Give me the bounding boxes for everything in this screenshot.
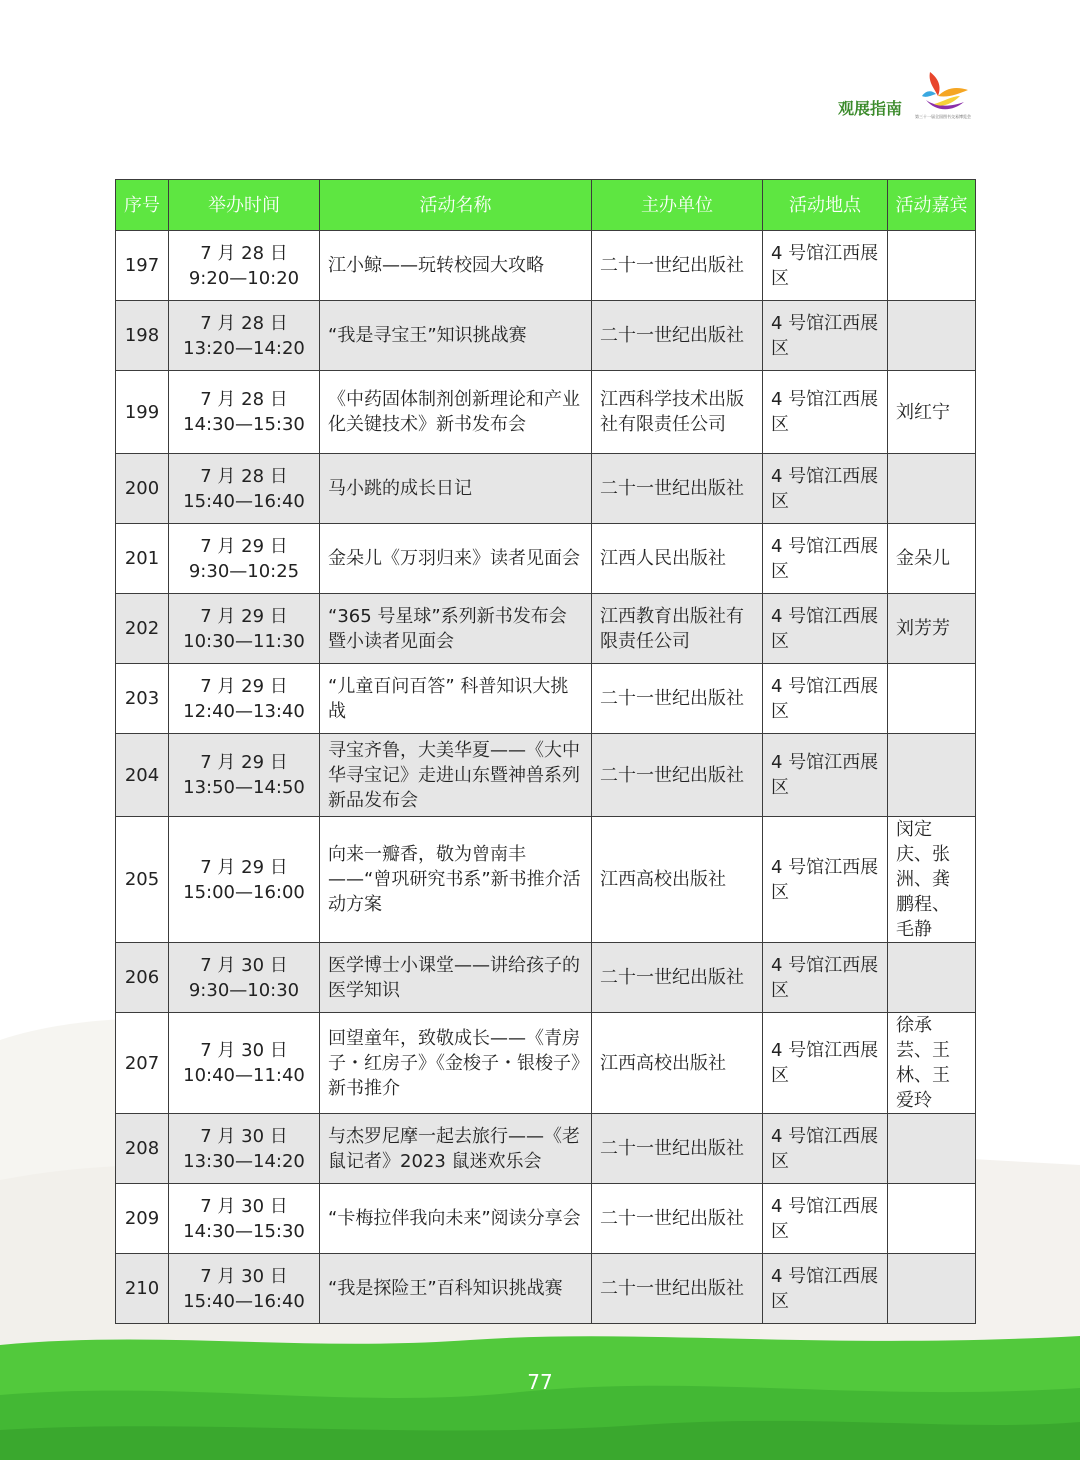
cell-guest xyxy=(888,231,976,301)
cell-venue: 4 号馆江西展区 xyxy=(763,371,888,454)
col-header-guest: 活动嘉宾 xyxy=(888,180,976,231)
cell-organizer: 二十一世纪出版社 xyxy=(592,1184,763,1254)
cell-date: 7 月 29 日 xyxy=(200,535,288,557)
cell-venue: 4 号馆江西展区 xyxy=(763,664,888,734)
cell-time-range: 14:30—15:30 xyxy=(183,1220,305,1242)
section-label: 观展指南 xyxy=(838,99,903,118)
cell-organizer: 二十一世纪出版社 xyxy=(592,1114,763,1184)
table-header-row xyxy=(116,180,976,231)
cell-guest: 刘芳芳 xyxy=(888,594,976,664)
cell-date: 7 月 29 日 xyxy=(200,675,288,697)
cell-no: 200 xyxy=(116,454,169,524)
table-row xyxy=(116,817,976,943)
cell-time-range: 14:30—15:30 xyxy=(183,414,305,435)
cell-no: 202 xyxy=(116,594,169,664)
table-row xyxy=(116,231,976,301)
cell-no: 203 xyxy=(116,664,169,734)
cell-guest: 徐承芸、王林、王爱玲 xyxy=(888,1013,976,1114)
cell-activity-name: “卡梅拉伴我向未来”阅读分享会 xyxy=(320,1184,592,1254)
cell-no: 198 xyxy=(116,301,169,371)
cell-no: 201 xyxy=(116,524,169,594)
col-header-time: 举办时间 xyxy=(169,180,320,231)
cell-no: 206 xyxy=(116,943,169,1013)
cell-venue: 4 号馆江西展区 xyxy=(763,594,888,664)
cell-time-range: 15:40—16:40 xyxy=(183,1290,305,1312)
cell-activity-name: 金朵儿《万羽归来》读者见面会 xyxy=(320,524,592,594)
cell-organizer: 二十一世纪出版社 xyxy=(592,664,763,734)
cell-time xyxy=(169,1013,320,1114)
table-row xyxy=(116,301,976,371)
cell-venue: 4 号馆江西展区 xyxy=(763,943,888,1013)
cell-activity-name: “我是探险王”百科知识挑战赛 xyxy=(320,1254,592,1324)
cell-time-range: 13:30—14:20 xyxy=(183,1150,305,1172)
cell-organizer: 江西高校出版社 xyxy=(592,817,763,943)
cell-venue: 4 号馆江西展区 xyxy=(763,231,888,301)
cell-organizer: 二十一世纪出版社 xyxy=(592,1254,763,1324)
cell-organizer: 江西高校出版社 xyxy=(592,1013,763,1114)
cell-activity-name: “儿童百问百答” 科普知识大挑战 xyxy=(320,664,592,734)
cell-activity-name: 马小跳的成长日记 xyxy=(320,454,592,524)
cell-date: 7 月 30 日 xyxy=(200,1265,288,1287)
cell-activity-name: 与杰罗尼摩一起去旅行——《老鼠记者》2023 鼠迷欢乐会 xyxy=(320,1114,592,1184)
cell-date: 7 月 30 日 xyxy=(200,954,288,976)
cell-time xyxy=(169,371,320,454)
cell-time xyxy=(169,664,320,734)
cell-activity-name: 《中药固体制剂创新理论和产业化关键技术》新书发布会 xyxy=(320,371,592,454)
cell-activity-name: 向来一瓣香，敬为曾南丰——“曾巩研究书系”新书推介活动方案 xyxy=(320,817,592,943)
cell-guest xyxy=(888,943,976,1013)
cell-time xyxy=(169,1254,320,1324)
cell-guest: 金朵儿 xyxy=(888,524,976,594)
cell-time-range: 9:20—10:20 xyxy=(188,267,300,289)
table-row xyxy=(116,1184,976,1254)
cell-guest xyxy=(888,1184,976,1254)
cell-time xyxy=(169,943,320,1013)
table-row xyxy=(116,371,976,454)
cell-venue: 4 号馆江西展区 xyxy=(763,734,888,817)
cell-time xyxy=(169,817,320,943)
col-header-name: 活动名称 xyxy=(320,180,592,231)
cell-organizer: 二十一世纪出版社 xyxy=(592,454,763,524)
table-row xyxy=(116,1013,976,1114)
cell-date: 7 月 29 日 xyxy=(200,605,288,627)
cell-activity-name: 回望童年，致敬成长——《青房子・红房子》《金梭子・银梭子》新书推介 xyxy=(320,1013,592,1114)
cell-activity-name: 寻宝齐鲁，大美华夏——《大中华寻宝记》走进山东暨神兽系列新品发布会 xyxy=(320,734,592,817)
cell-organizer: 江西科学技术出版社有限责任公司 xyxy=(592,371,763,454)
cell-no: 209 xyxy=(116,1184,169,1254)
cell-guest xyxy=(888,734,976,817)
cell-venue: 4 号馆江西展区 xyxy=(763,1114,888,1184)
cell-organizer: 二十一世纪出版社 xyxy=(592,734,763,817)
col-header-venue: 活动地点 xyxy=(763,180,888,231)
cell-guest xyxy=(888,301,976,371)
cell-time-range: 15:40—16:40 xyxy=(183,490,305,512)
col-header-org: 主办单位 xyxy=(592,180,763,231)
cell-no: 208 xyxy=(116,1114,169,1184)
col-header-no: 序号 xyxy=(116,180,169,231)
cell-venue: 4 号馆江西展区 xyxy=(763,1184,888,1254)
cell-venue: 4 号馆江西展区 xyxy=(763,817,888,943)
page-number: 77 xyxy=(527,1370,553,1394)
cell-time xyxy=(169,524,320,594)
cell-date: 7 月 28 日 xyxy=(200,389,288,410)
cell-venue: 4 号馆江西展区 xyxy=(763,524,888,594)
cell-venue: 4 号馆江西展区 xyxy=(763,301,888,371)
cell-time-range: 13:50—14:50 xyxy=(183,777,305,798)
cell-no: 210 xyxy=(116,1254,169,1324)
cell-date: 7 月 30 日 xyxy=(200,1125,288,1147)
cell-time-range: 9:30—10:30 xyxy=(188,979,300,1001)
cell-date: 7 月 30 日 xyxy=(200,1195,288,1217)
cell-guest: 闵定庆、张洲、龚鹏程、毛静 xyxy=(888,817,976,943)
cell-date: 7 月 28 日 xyxy=(200,312,288,334)
cell-venue: 4 号馆江西展区 xyxy=(763,1254,888,1324)
cell-venue: 4 号馆江西展区 xyxy=(763,1013,888,1114)
cell-activity-name: “我是寻宝王”知识挑战赛 xyxy=(320,301,592,371)
cell-no: 199 xyxy=(116,371,169,454)
cell-date: 7 月 28 日 xyxy=(200,242,288,264)
cell-guest xyxy=(888,664,976,734)
table-row xyxy=(116,734,976,817)
cell-activity-name: 医学博士小课堂——讲给孩子的医学知识 xyxy=(320,943,592,1013)
cell-date: 7 月 29 日 xyxy=(200,856,288,878)
cell-time-range: 9:30—10:25 xyxy=(188,560,300,582)
cell-time xyxy=(169,231,320,301)
cell-guest xyxy=(888,1254,976,1324)
cell-organizer: 江西教育出版社有限责任公司 xyxy=(592,594,763,664)
cell-organizer: 二十一世纪出版社 xyxy=(592,943,763,1013)
table-row xyxy=(116,1114,976,1184)
cell-time-range: 10:40—11:40 xyxy=(183,1065,305,1086)
cell-time xyxy=(169,301,320,371)
cell-date: 7 月 28 日 xyxy=(200,465,288,487)
cell-time xyxy=(169,734,320,817)
cell-time-range: 10:30—11:30 xyxy=(183,630,305,652)
cell-date: 7 月 29 日 xyxy=(200,752,288,773)
cell-no: 197 xyxy=(116,231,169,301)
table-row xyxy=(116,454,976,524)
cell-guest xyxy=(888,454,976,524)
cell-guest: 刘红宁 xyxy=(888,371,976,454)
cell-time xyxy=(169,454,320,524)
cell-time-range: 15:00—16:00 xyxy=(183,881,305,903)
cell-time-range: 13:20—14:20 xyxy=(183,337,305,359)
cell-time-range: 12:40—13:40 xyxy=(183,700,305,722)
cell-activity-name: “365 号星球”系列新书发布会暨小读者见面会 xyxy=(320,594,592,664)
table-row xyxy=(116,524,976,594)
cell-organizer: 江西人民出版社 xyxy=(592,524,763,594)
cell-time xyxy=(169,594,320,664)
cell-time xyxy=(169,1114,320,1184)
cell-no: 207 xyxy=(116,1013,169,1114)
cell-no: 205 xyxy=(116,817,169,943)
cell-venue: 4 号馆江西展区 xyxy=(763,454,888,524)
cell-activity-name: 江小鲸——玩转校园大攻略 xyxy=(320,231,592,301)
table-row xyxy=(116,664,976,734)
table-row xyxy=(116,1254,976,1324)
table-row xyxy=(116,943,976,1013)
logo-caption: 第三十一届全国图书交易博览会 xyxy=(915,114,971,119)
activity-schedule-table xyxy=(115,179,976,1324)
table-row xyxy=(116,594,976,664)
cell-guest xyxy=(888,1114,976,1184)
cell-time xyxy=(169,1184,320,1254)
cell-organizer: 二十一世纪出版社 xyxy=(592,301,763,371)
cell-organizer: 二十一世纪出版社 xyxy=(592,231,763,301)
cell-no: 204 xyxy=(116,734,169,817)
cell-date: 7 月 30 日 xyxy=(200,1040,288,1061)
